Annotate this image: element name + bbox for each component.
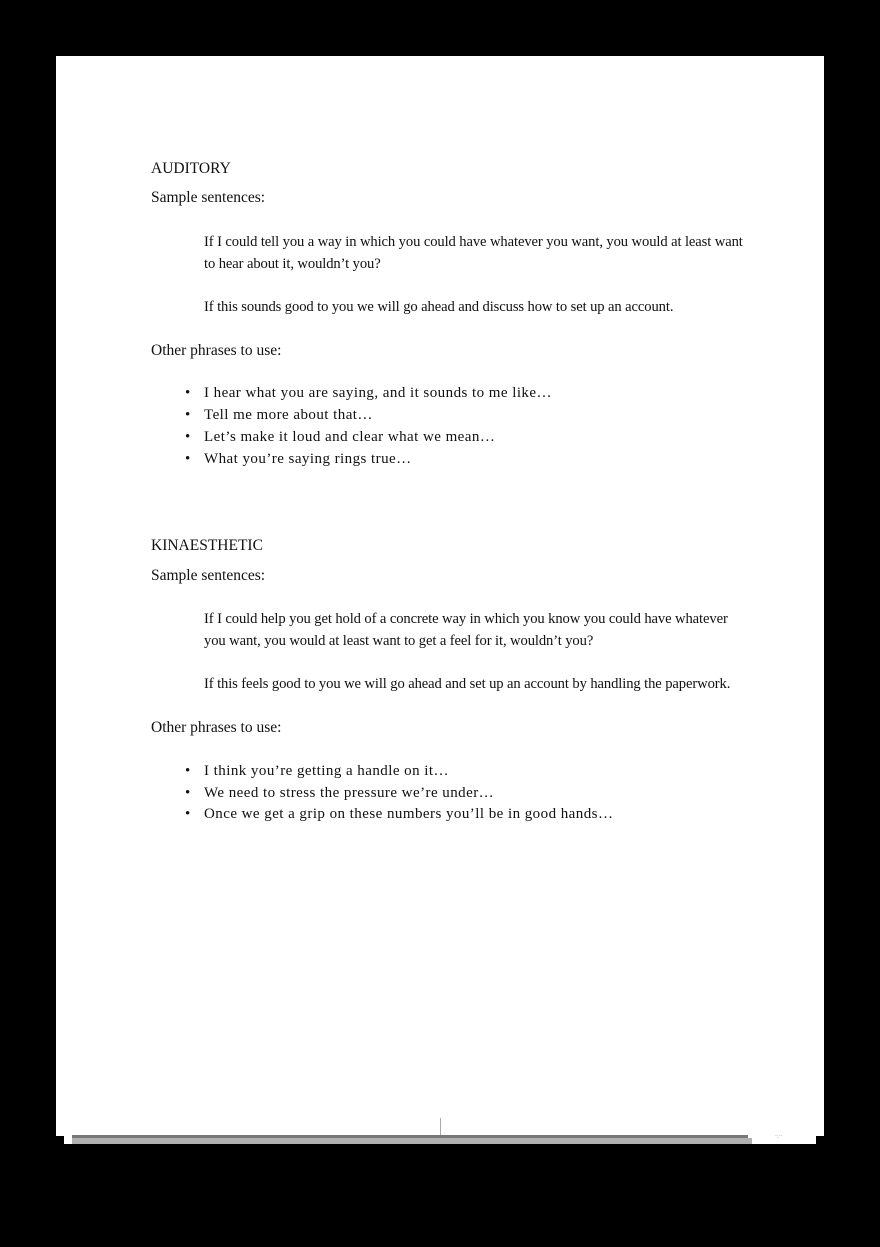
bullet-icon: • <box>185 763 191 779</box>
phrase-text: What you’re saying rings true… <box>204 451 412 467</box>
phrase-text: We need to stress the pressure we’re under… <box>204 785 495 801</box>
page-corner-mark: ·:·· <box>775 1133 783 1140</box>
bullet-icon: • <box>185 385 191 401</box>
phrase-text: I think you’re getting a handle on it… <box>204 763 449 779</box>
sample-sentence-line: you want, you would at least want to get a feel for it, wouldn’t you? <box>204 633 594 649</box>
sample-sentence-line: If I could help you get hold of a concrete way in which you know you could have whatever <box>204 611 728 627</box>
bullet-icon: • <box>185 451 191 467</box>
bullet-icon: • <box>185 806 191 822</box>
section-heading: AUDITORY <box>151 160 231 177</box>
sample-sentences-label: Sample sentences: <box>151 567 266 584</box>
phrase-text: Tell me more about that… <box>204 407 373 423</box>
sample-sentence-line: to hear about it, wouldn’t you? <box>204 256 381 272</box>
sample-sentence-line: If I could tell you a way in which you could have whatever you want, you would at least want <box>204 234 743 250</box>
page-bottom-shadow <box>72 1138 752 1144</box>
bullet-icon: • <box>185 407 191 423</box>
sample-sentence-line: If this feels good to you we will go ahead and set up an account by handling the paperwork. <box>204 676 731 692</box>
document-page <box>56 56 824 1136</box>
phrase-text: Once we get a grip on these numbers you’ll be in good hands… <box>204 806 614 822</box>
bullet-icon: • <box>185 429 191 445</box>
sample-sentences-label: Sample sentences: <box>151 189 266 206</box>
phrase-text: Let’s make it loud and clear what we mean… <box>204 429 496 445</box>
phrase-text: I hear what you are saying, and it sounds to me like… <box>204 385 552 401</box>
other-phrases-label: Other phrases to use: <box>151 719 282 736</box>
bullet-icon: • <box>185 785 191 801</box>
section-heading: KINAESTHETIC <box>151 537 263 554</box>
other-phrases-label: Other phrases to use: <box>151 342 282 359</box>
sample-sentence-line: If this sounds good to you we will go ahead and discuss how to set up an account. <box>204 299 674 315</box>
